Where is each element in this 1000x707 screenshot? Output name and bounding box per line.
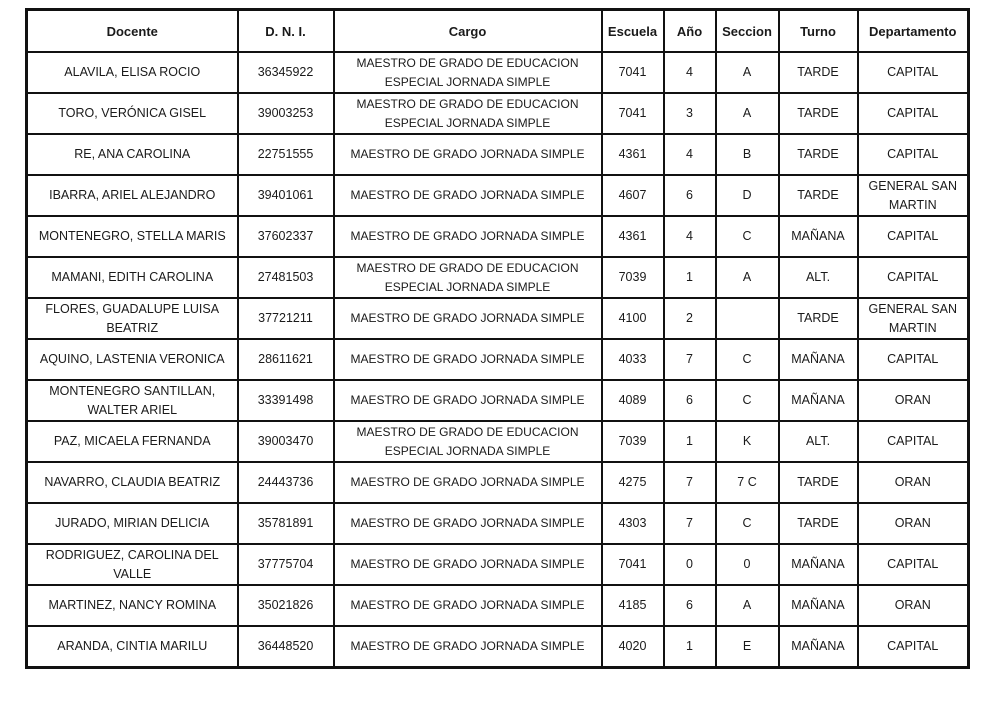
column-header-escuela: Escuela: [602, 10, 664, 53]
turno-cell: TARDE: [779, 298, 858, 339]
cargo-cell: MAESTRO DE GRADO JORNADA SIMPLE: [334, 380, 602, 421]
dni-cell: 39003253: [238, 93, 334, 134]
column-header-docente: Docente: [27, 10, 238, 53]
dni-cell: 33391498: [238, 380, 334, 421]
anio-cell: 0: [664, 544, 716, 585]
table-row: [27, 93, 969, 134]
turno-cell: MAÑANA: [779, 339, 858, 380]
escuela-cell: 4361: [602, 134, 664, 175]
escuela-cell: 4089: [602, 380, 664, 421]
seccion-cell: 7 C: [716, 462, 779, 503]
docente-cell: PAZ, MICAELA FERNANDA: [27, 421, 238, 462]
docente-cell: MONTENEGRO, STELLA MARIS: [27, 216, 238, 257]
turno-cell: TARDE: [779, 462, 858, 503]
departamento-cell: GENERAL SAN MARTIN: [858, 175, 969, 216]
departamento-cell: CAPITAL: [858, 134, 969, 175]
dni-cell: 27481503: [238, 257, 334, 298]
docente-cell: RODRIGUEZ, CAROLINA DEL VALLE: [27, 544, 238, 585]
docente-cell: NAVARRO, CLAUDIA BEATRIZ: [27, 462, 238, 503]
column-header-seccion: Seccion: [716, 10, 779, 53]
departamento-cell: CAPITAL: [858, 52, 969, 93]
departamento-cell: CAPITAL: [858, 421, 969, 462]
seccion-cell: C: [716, 503, 779, 544]
cargo-cell: MAESTRO DE GRADO DE EDUCACION ESPECIAL JORNADA SIMPLE: [334, 93, 602, 134]
column-header-turno: Turno: [779, 10, 858, 53]
departamento-cell: CAPITAL: [858, 544, 969, 585]
dni-cell: 22751555: [238, 134, 334, 175]
table-row: [27, 134, 969, 175]
table-row: [27, 257, 969, 298]
cargo-cell: MAESTRO DE GRADO JORNADA SIMPLE: [334, 298, 602, 339]
table-row: [27, 380, 969, 421]
dni-cell: 37602337: [238, 216, 334, 257]
cargo-cell: MAESTRO DE GRADO JORNADA SIMPLE: [334, 544, 602, 585]
docente-cell: MARTINEZ, NANCY ROMINA: [27, 585, 238, 626]
table-row: [27, 298, 969, 339]
departamento-cell: CAPITAL: [858, 339, 969, 380]
docente-cell: FLORES, GUADALUPE LUISA BEATRIZ: [27, 298, 238, 339]
departamento-cell: CAPITAL: [858, 626, 969, 668]
dni-cell: 37775704: [238, 544, 334, 585]
escuela-cell: 7039: [602, 257, 664, 298]
escuela-cell: 4275: [602, 462, 664, 503]
seccion-cell: A: [716, 93, 779, 134]
anio-cell: 7: [664, 503, 716, 544]
table-row: [27, 462, 969, 503]
table-row: [27, 175, 969, 216]
docente-cell: AQUINO, LASTENIA VERONICA: [27, 339, 238, 380]
seccion-cell: A: [716, 257, 779, 298]
cargo-cell: MAESTRO DE GRADO DE EDUCACION ESPECIAL JORNADA SIMPLE: [334, 52, 602, 93]
escuela-cell: 7041: [602, 93, 664, 134]
table-body: [27, 52, 969, 668]
dni-cell: 28611621: [238, 339, 334, 380]
turno-cell: MAÑANA: [779, 626, 858, 668]
seccion-cell: K: [716, 421, 779, 462]
table-row: [27, 585, 969, 626]
escuela-cell: 4020: [602, 626, 664, 668]
docentes-table: [25, 8, 970, 669]
anio-cell: 6: [664, 585, 716, 626]
table-row: [27, 216, 969, 257]
seccion-cell: C: [716, 380, 779, 421]
departamento-cell: CAPITAL: [858, 93, 969, 134]
column-header-cargo: Cargo: [334, 10, 602, 53]
turno-cell: MAÑANA: [779, 585, 858, 626]
escuela-cell: 4185: [602, 585, 664, 626]
turno-cell: ALT.: [779, 257, 858, 298]
seccion-cell: D: [716, 175, 779, 216]
escuela-cell: 7041: [602, 52, 664, 93]
seccion-cell: [716, 298, 779, 339]
escuela-cell: 4361: [602, 216, 664, 257]
cargo-cell: MAESTRO DE GRADO JORNADA SIMPLE: [334, 339, 602, 380]
turno-cell: MAÑANA: [779, 380, 858, 421]
turno-cell: TARDE: [779, 52, 858, 93]
escuela-cell: 4303: [602, 503, 664, 544]
dni-cell: 36448520: [238, 626, 334, 668]
cargo-cell: MAESTRO DE GRADO JORNADA SIMPLE: [334, 626, 602, 668]
anio-cell: 1: [664, 257, 716, 298]
table-row: [27, 421, 969, 462]
cargo-cell: MAESTRO DE GRADO JORNADA SIMPLE: [334, 134, 602, 175]
table-row: [27, 626, 969, 668]
cargo-cell: MAESTRO DE GRADO JORNADA SIMPLE: [334, 585, 602, 626]
turno-cell: TARDE: [779, 134, 858, 175]
dni-cell: 35781891: [238, 503, 334, 544]
escuela-cell: 7041: [602, 544, 664, 585]
column-header-dni: D. N. I.: [238, 10, 334, 53]
docentes-sheet: [25, 8, 967, 669]
anio-cell: 6: [664, 380, 716, 421]
anio-cell: 7: [664, 462, 716, 503]
docente-cell: MONTENEGRO SANTILLAN, WALTER ARIEL: [27, 380, 238, 421]
turno-cell: TARDE: [779, 93, 858, 134]
docente-cell: ARANDA, CINTIA MARILU: [27, 626, 238, 668]
turno-cell: MAÑANA: [779, 544, 858, 585]
column-header-departamento: Departamento: [858, 10, 969, 53]
anio-cell: 2: [664, 298, 716, 339]
cargo-cell: MAESTRO DE GRADO JORNADA SIMPLE: [334, 216, 602, 257]
seccion-cell: B: [716, 134, 779, 175]
seccion-cell: C: [716, 339, 779, 380]
docente-cell: JURADO, MIRIAN DELICIA: [27, 503, 238, 544]
dni-cell: 36345922: [238, 52, 334, 93]
turno-cell: TARDE: [779, 503, 858, 544]
dni-cell: 24443736: [238, 462, 334, 503]
dni-cell: 37721211: [238, 298, 334, 339]
turno-cell: ALT.: [779, 421, 858, 462]
seccion-cell: C: [716, 216, 779, 257]
departamento-cell: CAPITAL: [858, 216, 969, 257]
cargo-cell: MAESTRO DE GRADO DE EDUCACION ESPECIAL JORNADA SIMPLE: [334, 257, 602, 298]
departamento-cell: ORAN: [858, 380, 969, 421]
turno-cell: MAÑANA: [779, 216, 858, 257]
table-row: [27, 544, 969, 585]
docente-cell: IBARRA, ARIEL ALEJANDRO: [27, 175, 238, 216]
anio-cell: 3: [664, 93, 716, 134]
column-header-anio: Año: [664, 10, 716, 53]
seccion-cell: A: [716, 52, 779, 93]
escuela-cell: 4607: [602, 175, 664, 216]
escuela-cell: 7039: [602, 421, 664, 462]
anio-cell: 4: [664, 52, 716, 93]
anio-cell: 4: [664, 216, 716, 257]
departamento-cell: ORAN: [858, 503, 969, 544]
seccion-cell: A: [716, 585, 779, 626]
table-row: [27, 52, 969, 93]
dni-cell: 39401061: [238, 175, 334, 216]
departamento-cell: CAPITAL: [858, 257, 969, 298]
escuela-cell: 4033: [602, 339, 664, 380]
cargo-cell: MAESTRO DE GRADO JORNADA SIMPLE: [334, 503, 602, 544]
escuela-cell: 4100: [602, 298, 664, 339]
turno-cell: TARDE: [779, 175, 858, 216]
table-row: [27, 339, 969, 380]
dni-cell: 39003470: [238, 421, 334, 462]
anio-cell: 4: [664, 134, 716, 175]
docente-cell: RE, ANA CAROLINA: [27, 134, 238, 175]
seccion-cell: E: [716, 626, 779, 668]
seccion-cell: 0: [716, 544, 779, 585]
anio-cell: 6: [664, 175, 716, 216]
departamento-cell: GENERAL SAN MARTIN: [858, 298, 969, 339]
cargo-cell: MAESTRO DE GRADO JORNADA SIMPLE: [334, 175, 602, 216]
dni-cell: 35021826: [238, 585, 334, 626]
header-row: [27, 10, 969, 53]
table-row: [27, 503, 969, 544]
departamento-cell: ORAN: [858, 462, 969, 503]
departamento-cell: ORAN: [858, 585, 969, 626]
anio-cell: 7: [664, 339, 716, 380]
cargo-cell: MAESTRO DE GRADO DE EDUCACION ESPECIAL JORNADA SIMPLE: [334, 421, 602, 462]
docente-cell: MAMANI, EDITH CAROLINA: [27, 257, 238, 298]
cargo-cell: MAESTRO DE GRADO JORNADA SIMPLE: [334, 462, 602, 503]
anio-cell: 1: [664, 421, 716, 462]
anio-cell: 1: [664, 626, 716, 668]
docente-cell: ALAVILA, ELISA ROCIO: [27, 52, 238, 93]
docente-cell: TORO, VERÓNICA GISEL: [27, 93, 238, 134]
